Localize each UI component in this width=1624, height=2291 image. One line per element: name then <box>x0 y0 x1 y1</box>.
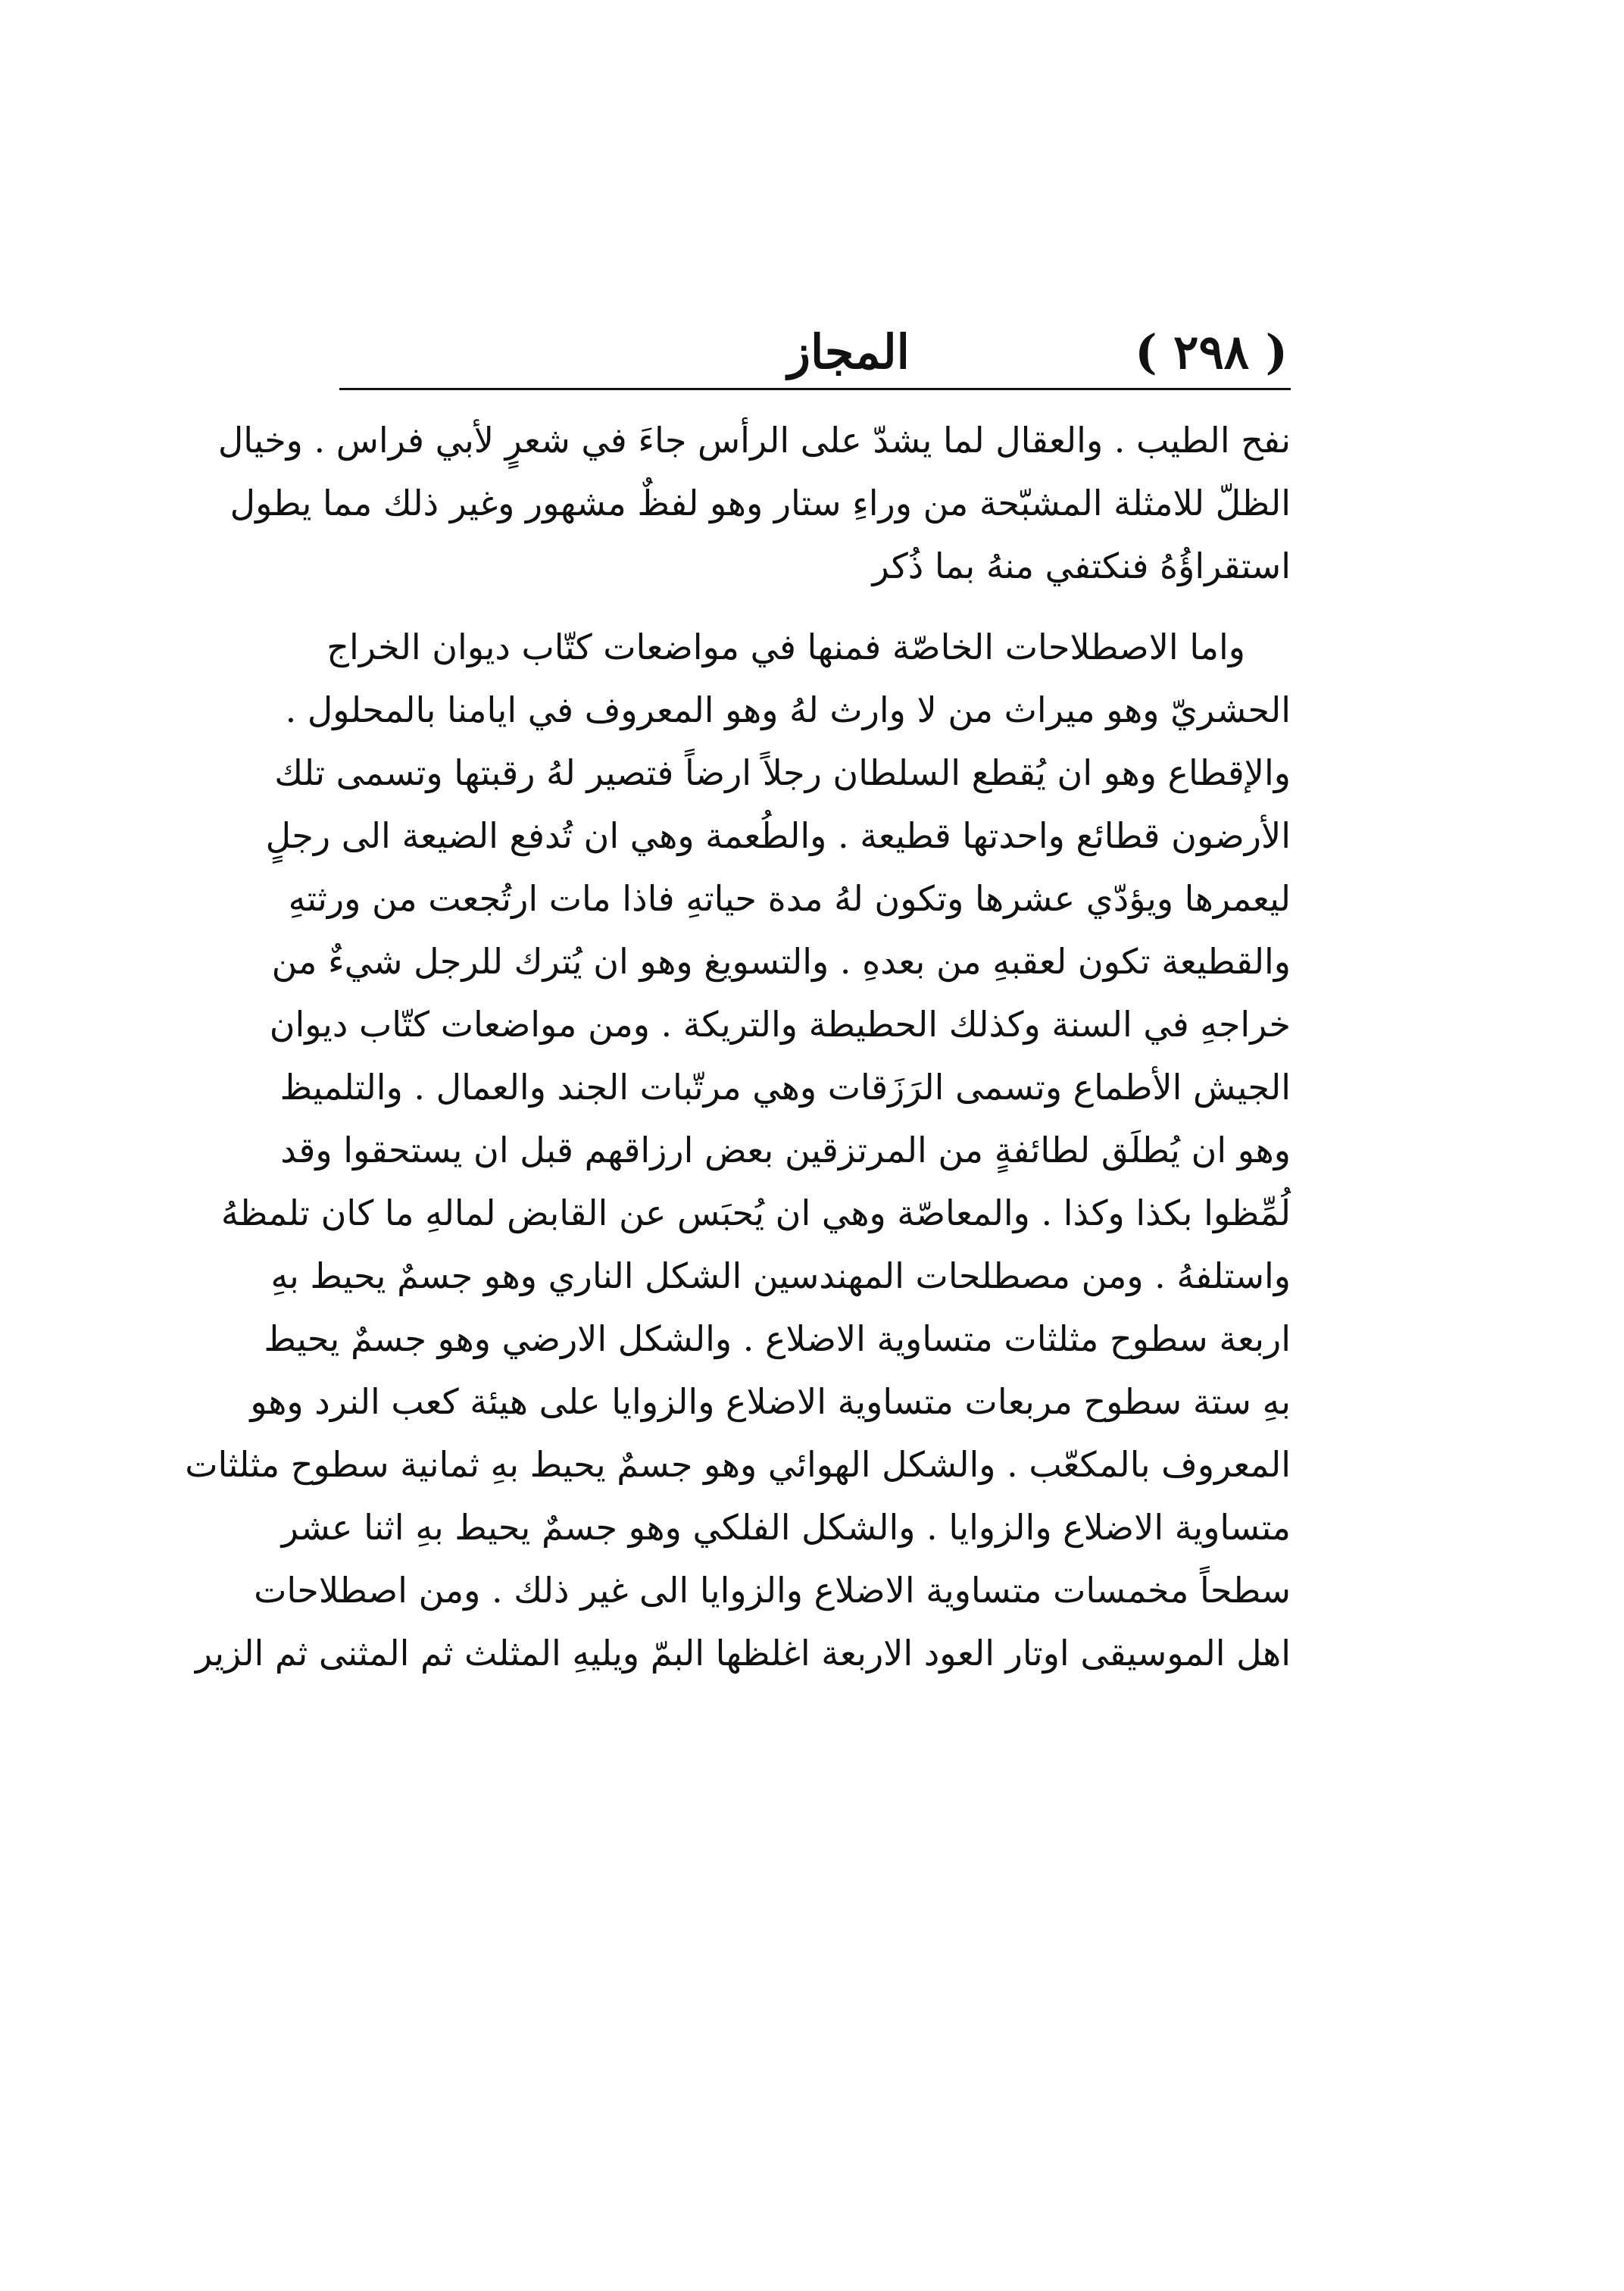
text-line: الحشريّ وهو ميراث من لا وارث لهُ وهو المعروف في ايامنا بالمحلول . <box>285 689 1291 730</box>
text-line: واما الاصطلاحات الخاصّة فمنها في مواضعات كتّاب ديوان الخراج <box>326 627 1245 667</box>
text-line: خراجهِ في السنة وكذلك الحطيطة والتريكة . ومن مواضعات كتّاب ديوان <box>269 1004 1291 1045</box>
page-number: ( ٢٩٨ ) <box>1135 324 1288 380</box>
text-line: واستلفهُ . ومن مصطلحات المهندسين الشكل الناري وهو جسمٌ يحيط بهِ <box>270 1255 1291 1296</box>
text-line: بهِ ستة سطوح مربعات متساوية الاضلاع والزوايا على هيئة كعب النرد وهو <box>250 1381 1291 1422</box>
text-line: اهل الموسيقى اوتار العود الاربعة اغلظها البمّ ويليهِ المثلث ثم المثنى ثم الزير <box>195 1633 1291 1674</box>
text-line: الجيش الأطماع وتسمى الرَزَقات وهي مرتّبات الجند والعمال . والتلميظ <box>280 1067 1291 1108</box>
body-text <box>185 409 1291 1685</box>
paragraph-1 <box>217 409 1291 598</box>
text-line: استقراؤُهُ فنكتفي منهُ بما ذُكر <box>872 545 1291 586</box>
text-line: نفح الطيب . والعقال لما يشدّ على الرأس جاءَ في شعرٍ لأبي فراس . وخيال <box>217 420 1291 461</box>
text-line: الظلّ للامثلة المشبّحة من وراءِ ستار وهو لفظٌ مشهور وغير ذلك مما يطول <box>230 483 1291 524</box>
running-title: المجاز <box>788 324 910 380</box>
text-line: ليعمرها ويؤدّي عشرها وتكون لهُ مدة حياتهِ فاذا مات ارتُجعت من ورثتهِ <box>288 878 1291 919</box>
text-line: والقطيعة تكون لعقبهِ من بعدهِ . والتسويغ وهو ان يُترك للرجل شيءٌ من <box>271 941 1291 982</box>
text-line: اربعة سطوح مثلثات متساوية الاضلاع . والشكل الارضي وهو جسمٌ يحيط <box>264 1318 1291 1359</box>
text-line: الأرضون قطائع واحدتها قطيعة . والطُعمة وهي ان تُدفع الضيعة الى رجلٍ <box>265 815 1291 856</box>
text-line: لُمِّظوا بكذا وكذا . والمعاصّة وهي ان يُحبَس عن القابض لمالهِ ما كان تلمظهُ <box>220 1192 1291 1233</box>
paragraph-gap <box>339 598 1291 616</box>
text-line: والإقطاع وهو ان يُقطع السلطان رجلاً ارضاً فتصير لهُ رقبتها وتسمى تلك <box>274 752 1291 793</box>
text-line: سطحاً مخمسات متساوية الاضلاع والزوايا الى غير ذلك . ومن اصطلاحات <box>254 1570 1291 1611</box>
paragraph-2 <box>185 616 1291 1685</box>
text-line: المعروف بالمكعّب . والشكل الهوائي وهو جسمٌ يحيط بهِ ثمانية سطوح مثلثات <box>185 1444 1291 1485</box>
page-header <box>341 318 1288 386</box>
text-line: متساوية الاضلاع والزوايا . والشكل الفلكي وهو جسمٌ يحيط بهِ اثنا عشر <box>281 1507 1291 1548</box>
text-line: وهو ان يُطلَق لطائفةٍ من المرتزقين بعض ارزاقهم قبل ان يستحقوا وقد <box>280 1130 1291 1171</box>
header-rule <box>339 388 1291 390</box>
